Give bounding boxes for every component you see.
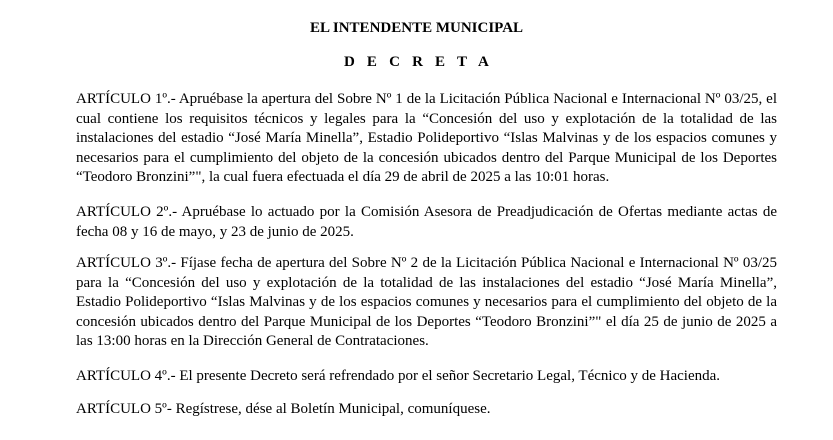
article-line: las 13:00 horas en la Dirección General de Contrataciones. [76, 333, 429, 350]
article-line: instalaciones del estadio “José María Minella”, Estadio Polideportivo “Islas Malvinas y de los espacios comunes y [76, 130, 777, 147]
article-line: “Teodoro Bronzini”", la cual fuera efectuada el día 29 de abril de 2025 a las 10:01 horas. [76, 169, 610, 186]
article-line: cual contiene los requisitos técnicos y legales para la “Concesión del uso y explotación de la totalidad de las [76, 110, 777, 127]
article-3 [76, 254, 777, 352]
article-4 [76, 367, 777, 387]
article-5 [76, 400, 777, 420]
article-line: ARTÍCULO 3º.- Fíjase fecha de apertura del Sobre Nº 2 de la Licitación Pública Nacional e Internacional Nº 03/25 [76, 255, 777, 271]
article-1 [76, 90, 777, 188]
article-line: concesión ubicados dentro del Parque Municipal de los Deportes “Teodoro Bronzini”" el día 25 de junio de 2025 a [76, 313, 777, 330]
article-line: Estadio Polideportivo “Islas Malvinas y de los espacios comunes y necesarios para el cumplimiento del objeto de la [76, 294, 777, 311]
article-line: para la “Concesión del uso y explotación de la totalidad de las instalaciones del estadio “José María Minella”, [76, 274, 777, 291]
article-line: necesarios para el cumplimiento del objeto de la concesión ubicados dentro del Parque Municipal de los Deportes [76, 149, 777, 166]
article-line: fecha 08 y 16 de mayo, y 23 de junio de 2025. [76, 223, 354, 240]
article-line: ARTÍCULO 5º- Regístrese, dése al Boletín Municipal, comuníquese. [76, 401, 491, 417]
article-line: ARTÍCULO 2º.- Apruébase lo actuado por la Comisión Asesora de Preadjudicación de Ofertas mediante actas de [76, 204, 777, 220]
article-2 [76, 203, 777, 242]
decree-heading: D E C R E T A [343, 54, 494, 70]
issuer-heading: EL INTENDENTE MUNICIPAL [309, 20, 524, 36]
article-line: ARTÍCULO 4º.- El presente Decreto será refrendado por el señor Secretario Legal, Técnico y de Hacienda. [76, 368, 721, 384]
article-line: ARTÍCULO 1º.- Apruébase la apertura del Sobre Nº 1 de la Licitación Pública Nacional e Internacional Nº 03/25, el [76, 91, 777, 107]
